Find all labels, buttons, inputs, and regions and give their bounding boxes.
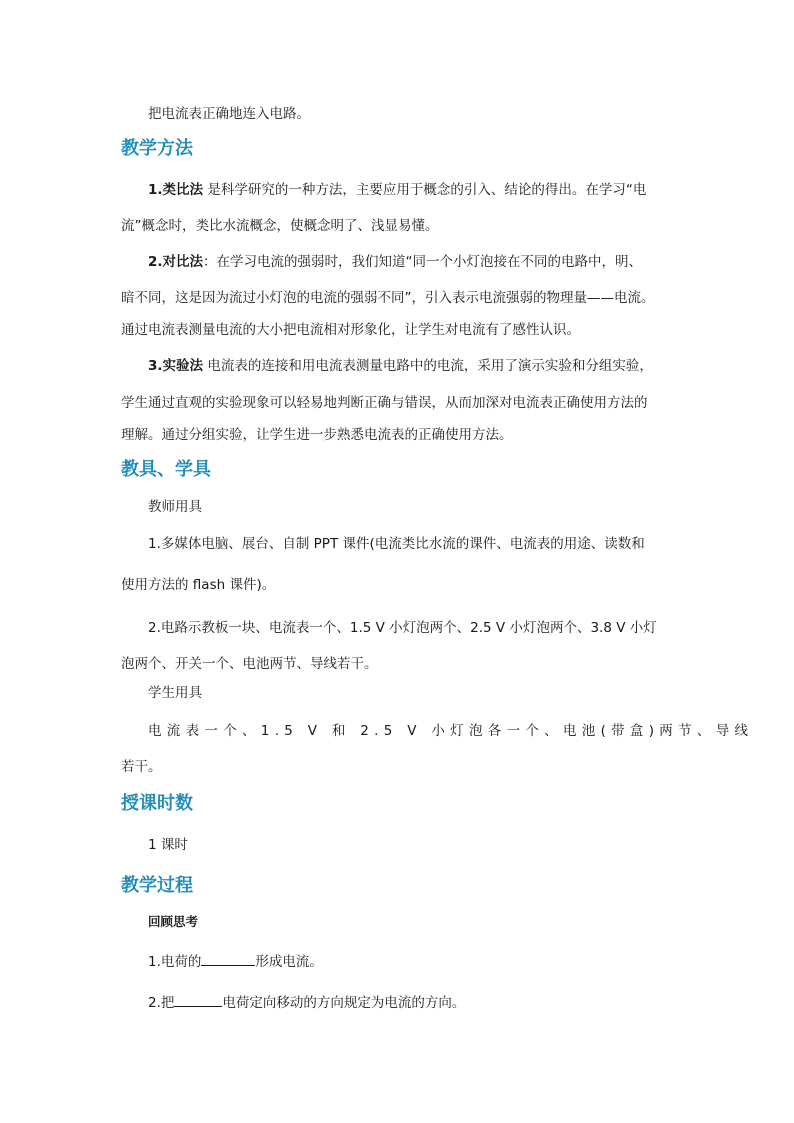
method-1-line-1 [148, 180, 667, 200]
section-heading-teaching-tools: 教具、学具 [121, 459, 211, 480]
method-label: 1.类比法 [148, 182, 204, 198]
method-3-line-2: 学生通过直观的实验现象可以轻易地判断正确与错误，从而加深对电流表正确使用方法的 [121, 395, 648, 411]
section-heading-teaching-process: 教学过程 [121, 875, 193, 896]
question-text: 1.电荷的 [148, 954, 202, 970]
method-text: 是科学研究的一种方法，主要应用于概念的引入、结论的得出。在学习“电 [203, 182, 647, 198]
teacher-tool-1-line-1: 1.多媒体电脑、展台、自制 PPT 课件(电流类比水流的课件、电流表的用途、读数和 [148, 536, 645, 552]
question-text: 形成电流。 [255, 954, 323, 970]
method-2-line-1 [148, 252, 667, 272]
class-hours-value: 1 课时 [148, 837, 188, 853]
student-tools-line-1 [148, 721, 754, 741]
method-text: 电流表的连接和用电流表测量电路中的电流，采用了演示实验和分组实验， [203, 358, 653, 374]
question-1 [148, 951, 667, 972]
method-2-line-3: 通过电流表测量电流的大小把电流相对形象化，让学生对电流有了感性认识。 [121, 322, 580, 338]
method-label: 2.对比法 [148, 254, 204, 270]
method-3-line-1 [148, 356, 667, 376]
method-text: ：在学习电流的强弱时，我们知道“同一个小灯泡接在不同的电路中，明、 [203, 254, 643, 270]
question-2 [148, 992, 667, 1013]
teacher-tool-2-line-2: 泡两个、开关一个、电池两节、导线若干。 [121, 656, 378, 672]
method-2-line-2: 暗不同，这是因为流过小灯泡的电流的强弱不同”，引入表示电流强弱的物理量——电流。 [121, 290, 655, 306]
section-heading-class-hours: 授课时数 [121, 793, 193, 814]
subheading-teacher-tools: 教师用具 [148, 499, 202, 515]
fill-in-blank [174, 992, 222, 1007]
body-text: 把电流表正确地连入电路。 [148, 106, 310, 122]
teacher-tool-2-line-1: 2.电路示教板一块、电流表一个、1.5 V 小灯泡两个、2.5 V 小灯泡两个、3.8 V 小灯 [148, 620, 657, 636]
question-text: 2.把 [148, 995, 175, 1011]
teacher-tool-1-line-2: 使用方法的 flash 课件)。 [121, 577, 276, 593]
fill-in-blank [201, 951, 255, 966]
subheading-student-tools: 学生用具 [148, 685, 202, 701]
section-heading-teaching-methods: 教学方法 [121, 138, 193, 159]
subheading-review: 回顾思考 [148, 914, 199, 929]
method-3-line-3: 理解。通过分组实验，让学生进一步熟悉电流表的正确使用方法。 [121, 427, 513, 443]
question-text: 电荷定向移动的方向规定为电流的方向。 [222, 995, 466, 1011]
method-1-line-2: 流”概念时，类比水流概念，使概念明了、浅显易懂。 [121, 218, 439, 234]
method-label: 3.实验法 [148, 358, 204, 374]
student-tools-text: 电流表一个、1.5 V 和 2.5 V 小灯泡各一个、电池(带盒)两节、导线 [148, 723, 754, 739]
student-tools-line-2: 若干。 [121, 759, 162, 775]
